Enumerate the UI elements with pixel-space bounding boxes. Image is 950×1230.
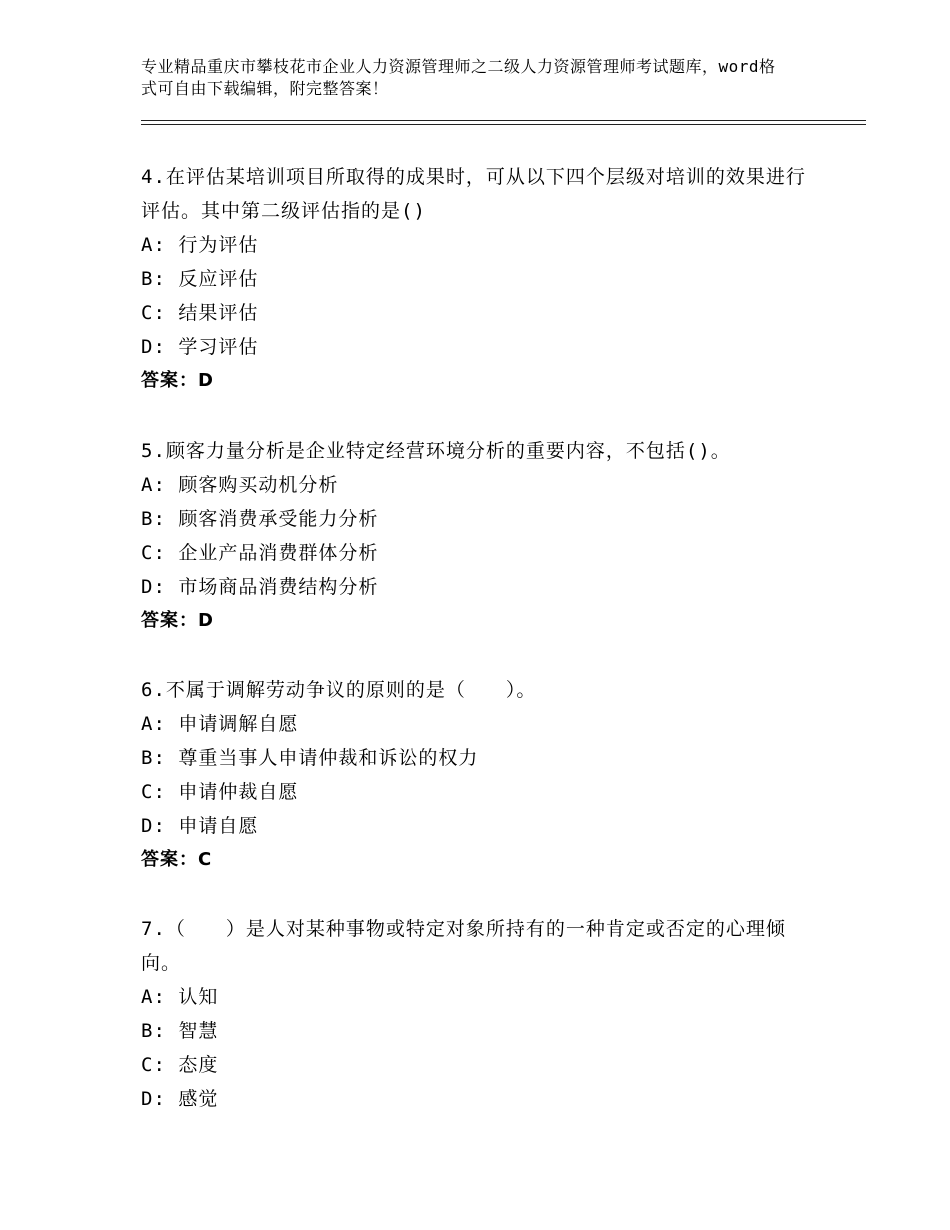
answer-label: 答案：C	[141, 849, 213, 870]
option-b: B: 反应评估	[141, 268, 259, 290]
option-b: B: 顾客消费承受能力分析	[141, 508, 379, 530]
option-c: C: 结果评估	[141, 302, 259, 324]
question-stem: 7.（ ）是人对某种事物或特定对象所持有的一种肯定或否定的心理倾向。	[141, 918, 786, 974]
option-b: B: 智慧	[141, 1020, 219, 1042]
question-stem: 4.在评估某培训项目所取得的成果时，可从以下四个层级对培训的效果进行评估。其中第二级评估指的是()	[141, 166, 806, 222]
option-a: A: 顾客购买动机分析	[141, 474, 339, 496]
option-d: D: 学习评估	[141, 336, 259, 358]
option-a: A: 行为评估	[141, 234, 259, 256]
question-4	[141, 160, 821, 398]
question-stem: 6.不属于调解劳动争议的原则的是（ ）。	[141, 679, 537, 701]
question-5	[141, 434, 821, 638]
option-c: C: 态度	[141, 1054, 219, 1076]
option-d: D: 申请自愿	[141, 815, 259, 837]
answer-label: 答案：D	[141, 370, 214, 391]
question-stem: 5.顾客力量分析是企业特定经营环境分析的重要内容，不包括()。	[141, 440, 731, 462]
option-c: C: 申请仲裁自愿	[141, 781, 299, 803]
answer-label: 答案：D	[141, 610, 214, 631]
option-a: A: 申请调解自愿	[141, 713, 299, 735]
option-d: D: 感觉	[141, 1088, 219, 1110]
option-c: C: 企业产品消费群体分析	[141, 542, 379, 564]
option-a: A: 认知	[141, 986, 219, 1008]
question-7	[141, 912, 821, 1116]
header-divider-double	[141, 124, 866, 125]
document-header	[141, 56, 781, 100]
option-b: B: 尊重当事人申请仲裁和诉讼的权力	[141, 747, 479, 769]
option-d: D: 市场商品消费结构分析	[141, 576, 379, 598]
question-6	[141, 673, 821, 877]
header-divider	[141, 120, 866, 121]
header-title: 专业精品重庆市攀枝花市企业人力资源管理师之二级人力资源管理师考试题库，word格式可自由下载编辑，附完整答案！	[141, 57, 776, 98]
